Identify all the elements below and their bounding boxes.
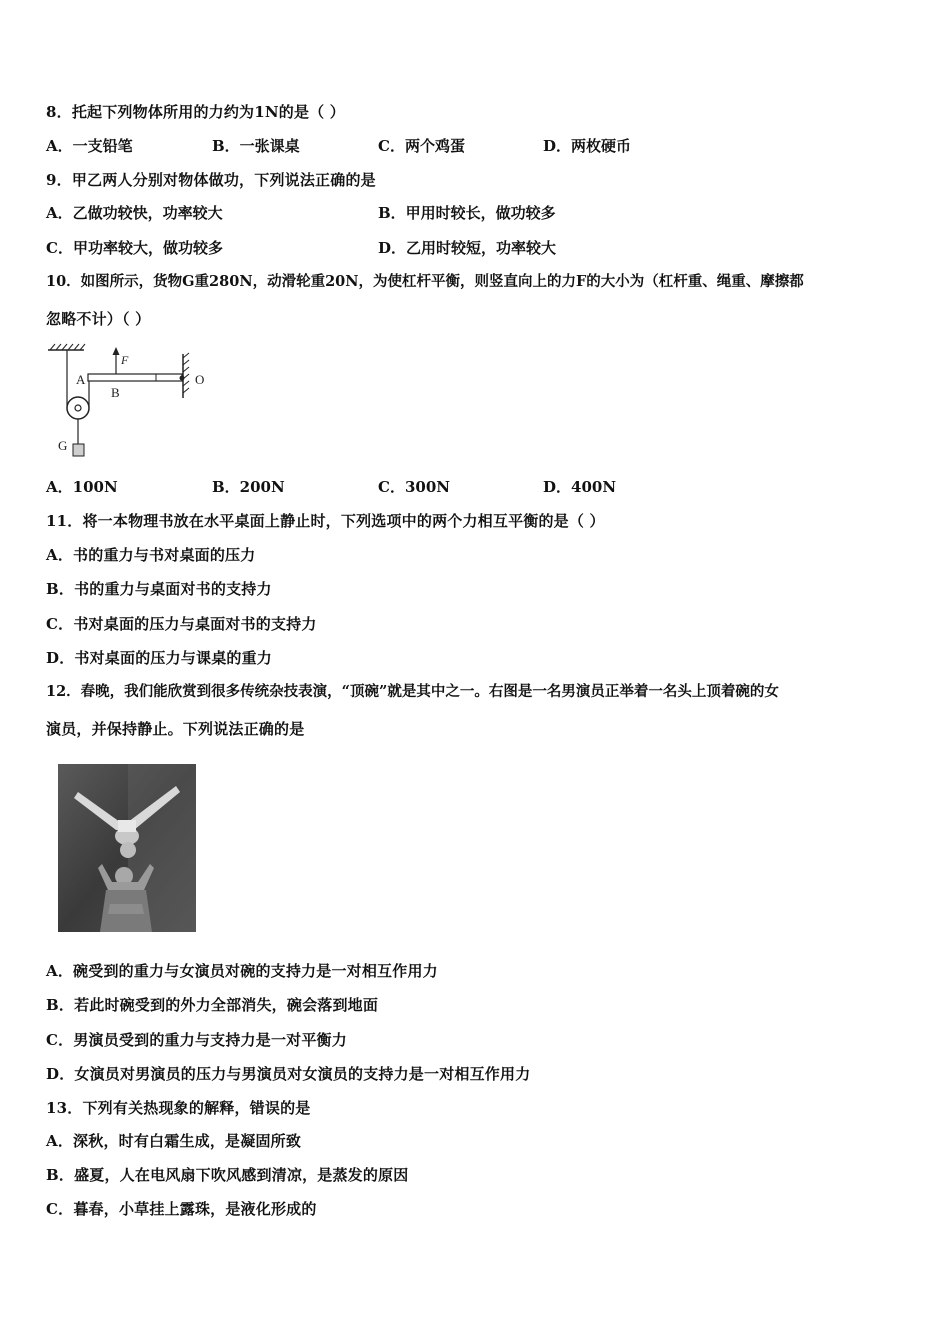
q12-option-a: A．碗受到的重力与女演员对碗的支持力是一对相互作用力 [46,962,438,980]
force-arrow-head [113,347,120,355]
q11-option-d: D．书对桌面的压力与课桌的重力 [46,649,273,667]
label-f: F [121,353,129,367]
q12-stem-line1: 12．春晚，我们能欣赏到很多传统杂技表演，“顶碗”就是其中之一。右图是一名男演员正举着一名头上顶着碗的女 [46,683,779,700]
q10-option-c: C．300N [378,478,450,496]
label-g: G [58,438,68,453]
label-o: O [195,372,205,387]
q11-option-c: C．书对桌面的压力与桌面对书的支持力 [46,615,317,633]
q10-option-b: B．200N [212,478,285,496]
q9-option-c: C．甲功率较大，做功较多 [46,239,223,257]
q13-option-c: C．暮春，小草挂上露珠，是液化形成的 [46,1200,317,1218]
q11-option-a: A．书的重力与书对桌面的压力 [46,546,256,564]
q12-option-c: C．男演员受到的重力与支持力是一对平衡力 [46,1031,347,1049]
ceiling-hatch [50,344,85,350]
q10-stem-line2: 忽略不计）（ ） [46,310,151,328]
q8-option-c: C．两个鸡蛋 [378,137,465,155]
q8-option-a: A．一支铅笔 [46,137,133,155]
q12-option-b: B．若此时碗受到的外力全部消失，碗会落到地面 [46,996,379,1014]
q9-option-b: B．甲用时较长，做功较多 [378,204,556,222]
acrobat-photo [58,764,196,932]
label-a: A [76,372,86,387]
q11-option-b: B．书的重力与桌面对书的支持力 [46,580,272,598]
cargo-weight [73,444,84,456]
q8-option-d: D．两枚硬币 [543,137,632,155]
q13-option-a: A．深秋，时有白霜生成，是凝固所致 [46,1132,302,1150]
q12-option-d: D．女演员对男演员的压力与男演员对女演员的支持力是一对相互作用力 [46,1065,531,1083]
q8-option-b: B．一张课桌 [212,137,300,155]
lever-bar [88,374,182,381]
q13-stem: 13．下列有关热现象的解释，错误的是 [46,1099,311,1117]
pivot-o-point [180,376,185,381]
q13-option-b: B．盛夏，人在电风扇下吹风感到清凉，是蒸发的原因 [46,1166,409,1184]
q10-option-a: A．100N [46,478,118,496]
q9-option-a: A．乙做功较快，功率较大 [46,204,223,222]
label-b: B [111,385,120,400]
q11-stem: 11．将一本物理书放在水平桌面上静止时，下列选项中的两个力相互平衡的是（ ） [46,512,605,530]
q8-stem: 8．托起下列物体所用的力约为1N的是（ ） [46,103,346,121]
q10-stem-line1: 10．如图所示，货物G重280N，动滑轮重20N，为使杠杆平衡，则竖直向上的力F的大小为（杠杆重、绳重、摩擦都 [46,273,804,290]
lever-pulley-diagram [44,342,214,464]
q10-option-d: D．400N [543,478,617,496]
q9-stem: 9．甲乙两人分别对物体做功，下列说法正确的是 [46,171,376,189]
q12-stem-line2: 演员，并保持静止。下列说法正确的是 [46,720,305,738]
wall-hatch [183,353,189,393]
pulley-wheel [67,397,89,419]
q9-option-d: D．乙用时较短，功率较大 [378,239,557,257]
female-performer-head [120,842,136,858]
